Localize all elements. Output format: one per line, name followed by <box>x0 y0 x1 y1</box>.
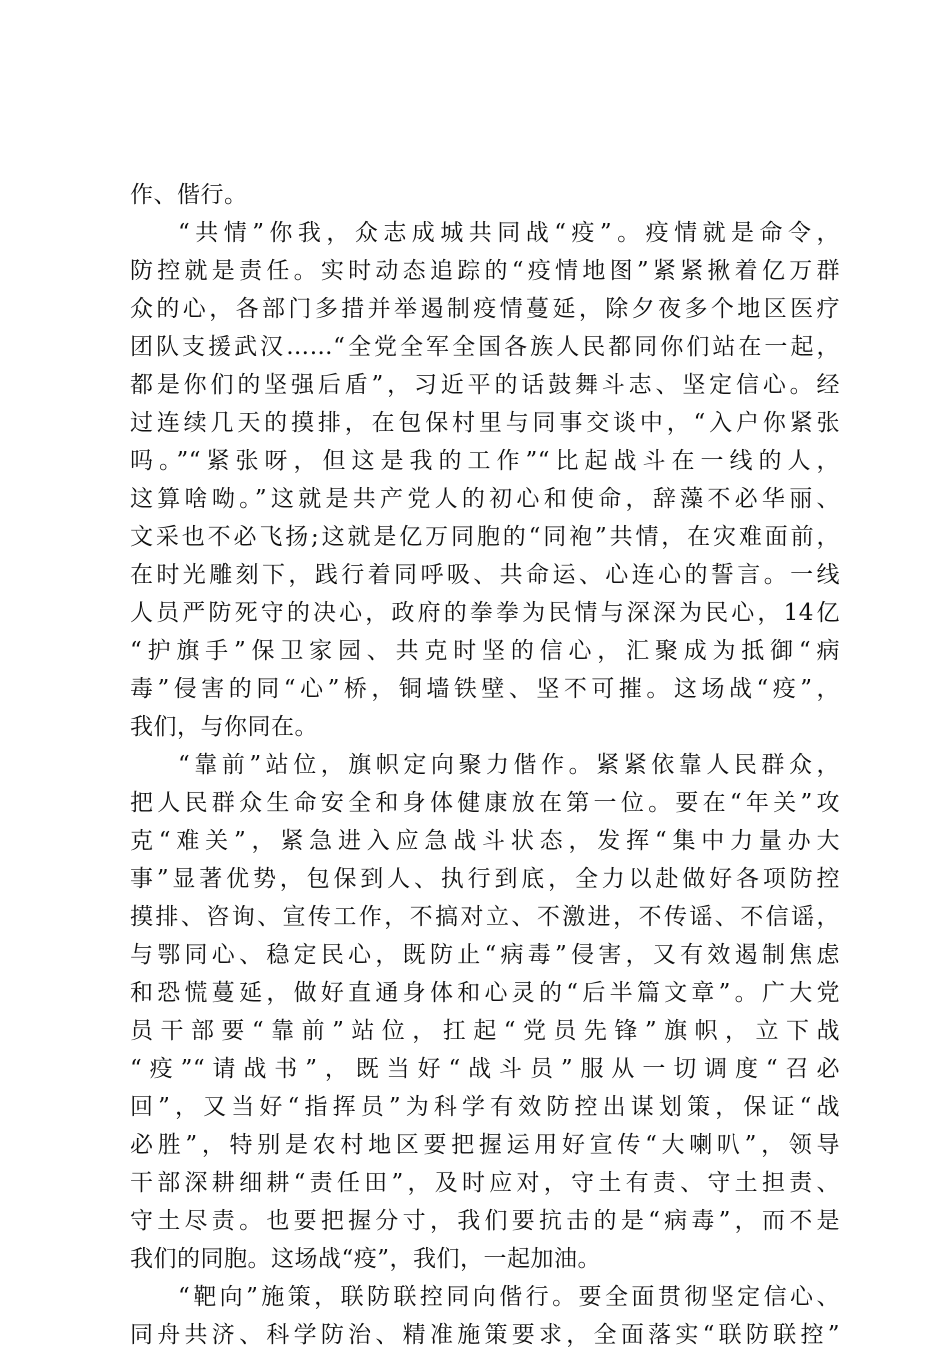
text-line: “护旗手”保卫家园、共克时坚的信心，汇聚成为抵御“病 <box>130 638 840 664</box>
text-line: 过连续几天的摸排，在包保村里与同事交谈中，“入户你紧张 <box>130 410 840 436</box>
text-line: 和恐慌蔓延，做好直通身体和心灵的“后半篇文章”。广大党 <box>130 980 840 1006</box>
text-line: 作、偕行。 <box>130 182 248 208</box>
text-line: 必胜”，特别是农村地区要把握运用好宣传“大喇叭”，领导 <box>130 1132 840 1158</box>
text-line: 干部深耕细耕“责任田”，及时应对，守土有责、守土担责、 <box>130 1170 840 1196</box>
text-line: 人员严防死守的决心，政府的拳拳为民情与深深为民心，14亿 <box>130 600 840 626</box>
paragraph-start-line: “共情”你我，众志成城共同战“疫”。疫情就是命令， <box>178 220 840 246</box>
text-line: 员干部要“靠前”站位，扛起“党员先锋”旗帜，立下战 <box>130 1018 840 1044</box>
text-line: 与鄂同心、稳定民心，既防止“病毒”侵害，又有效遏制焦虑 <box>130 942 840 968</box>
text-line: 回”，又当好“指挥员”为科学有效防控出谋划策，保证“战 <box>130 1094 840 1120</box>
text-line: 这算啥呦。”这就是共产党人的初心和使命，辞藻不必华丽、 <box>130 486 840 512</box>
text-line: 都是你们的坚强后盾”，习近平的话鼓舞斗志、坚定信心。经 <box>130 372 840 398</box>
text-line: 我们，与你同在。 <box>130 714 318 740</box>
text-line: 文采也不必飞扬;这就是亿万同胞的“同袍”共情，在灾难面前， <box>130 524 840 550</box>
text-line: 克“难关”，紧急进入应急战斗状态，发挥“集中力量办大 <box>130 828 840 854</box>
text-line: 众的心，各部门多措并举遏制疫情蔓延，除夕夜多个地区医疗 <box>130 296 840 322</box>
text-line: 事”显著优势，包保到人、执行到底，全力以赴做好各项防控 <box>130 866 840 892</box>
text-line: 同舟共济、科学防治、精准施策要求，全面落实“联防联控” <box>130 1322 840 1348</box>
text-line: 我们的同胞。这场战“疫”，我们，一起加油。 <box>130 1246 602 1272</box>
text-line: 吗。”“紧张呀，但这是我的工作”“比起战斗在一线的人， <box>130 448 840 474</box>
paragraph-start-line: “靠前”站位，旗帜定向聚力偕作。紧紧依靠人民群众， <box>178 752 840 778</box>
text-line: “疫”“请战书”，既当好“战斗员”服从一切调度“召必 <box>130 1056 840 1082</box>
text-line: 守土尽责。也要把握分寸，我们要抗击的是“病毒”，而不是 <box>130 1208 840 1234</box>
text-line: 团队支援武汉……“全党全军全国各族人民都同你们站在一起， <box>130 334 840 360</box>
text-line: 把人民群众生命安全和身体健康放在第一位。要在“年关”攻 <box>130 790 840 816</box>
text-line: 摸排、咨询、宣传工作，不搞对立、不激进，不传谣、不信谣， <box>130 904 840 930</box>
text-line: 防控就是责任。实时动态追踪的“疫情地图”紧紧揪着亿万群 <box>130 258 840 284</box>
paragraph-start-line: “靶向”施策，联防联控同向偕行。要全面贯彻坚定信心、 <box>178 1284 840 1310</box>
text-line: 在时光雕刻下，践行着同呼吸、共命运、心连心的誓言。一线 <box>130 562 840 588</box>
text-line: 毒”侵害的同“心”桥，铜墙铁壁、坚不可摧。这场战“疫”， <box>130 676 840 702</box>
